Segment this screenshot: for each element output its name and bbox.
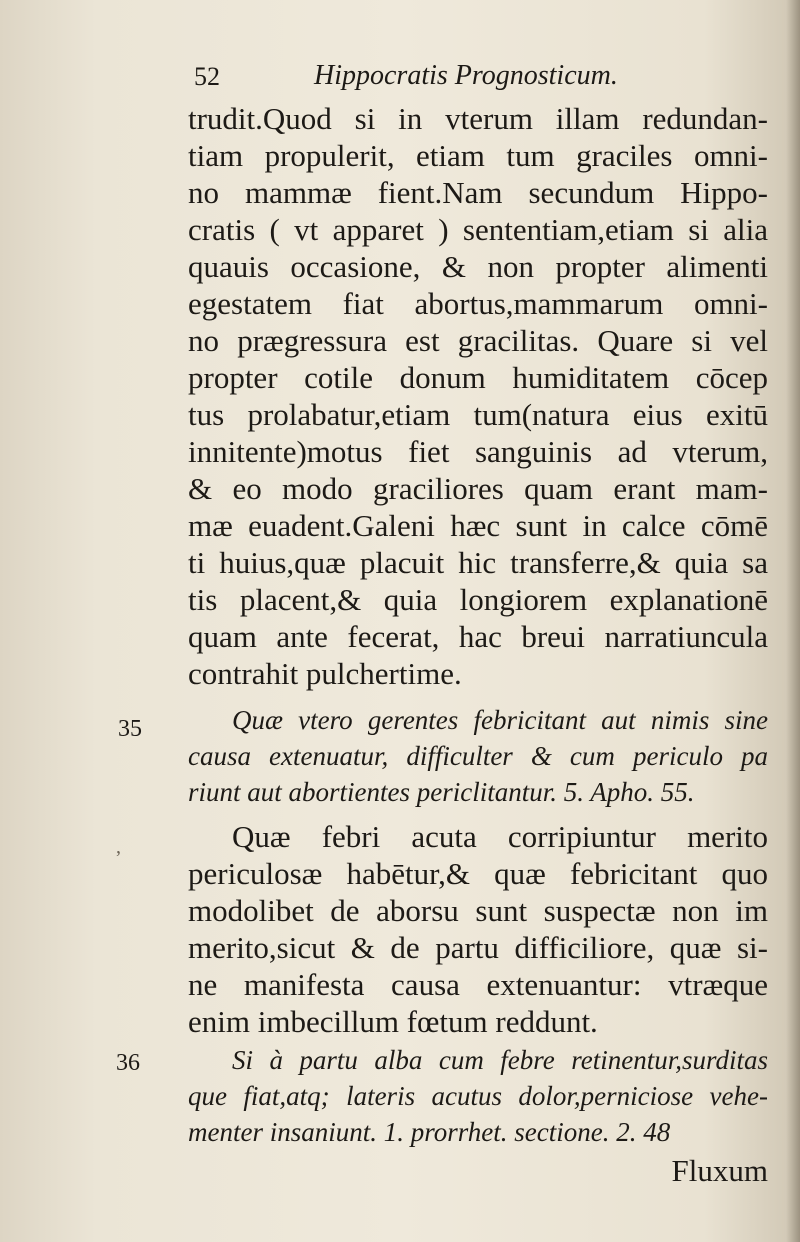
catchword: Fluxum	[671, 1153, 768, 1188]
text-line: egestatem fiat abortus,mammarum omni-	[188, 286, 768, 321]
text-line: innitente)motus fiet sanguinis ad vterum,	[188, 434, 768, 469]
text-line: propter cotile donum humiditatem cōcep	[188, 360, 768, 395]
text-line: periculosæ habētur,& quæ febricitant quo	[188, 856, 768, 891]
text-line: cratis ( vt apparet ) sententiam,etiam si alia	[188, 212, 768, 247]
aphorism-line: Si à partu alba cum febre retinentur,surditas	[232, 1045, 768, 1075]
aphorism-number: 36	[116, 1050, 140, 1076]
text-line: ti huius,quæ placuit hic transferre,& quia sa	[188, 545, 768, 580]
margin-mark: ,	[116, 836, 121, 858]
aphorism-35	[188, 702, 768, 810]
page-number: 52	[194, 62, 220, 91]
aphorism-number: 35	[118, 716, 142, 742]
text-line: tiam propulerit, etiam tum graciles omni-	[188, 138, 768, 173]
text-line: quam ante fecerat, hac breui narratiuncula	[188, 619, 768, 654]
running-title: Hippocratis Prognosticum.	[314, 60, 618, 91]
catchword-row	[188, 1152, 768, 1189]
aphorism-line: que fiat,atq; lateris acutus dolor,perniciose vehe-	[188, 1081, 768, 1111]
aphorism-line: Quæ vtero gerentes febricitant aut nimis sine	[232, 705, 768, 735]
text-line: tus prolabatur,etiam tum(natura eius exitū	[188, 397, 768, 432]
text-line: modolibet de aborsu sunt suspectæ non im	[188, 893, 768, 928]
page-header	[194, 58, 754, 98]
page-edge-shadow	[786, 0, 800, 1242]
aphorism-line: menter insaniunt. 1. prorrhet. sectione. 2. 48	[188, 1117, 671, 1147]
aphorism-36	[188, 1042, 768, 1150]
text-line: trudit.Quod si in vterum illam redundan-	[188, 101, 768, 136]
text-line: tis placent,& quia longiorem explanationē	[188, 582, 768, 617]
text-line: no prægressura est gracilitas. Quare si vel	[188, 323, 768, 358]
text-line: merito,sicut & de partu difficiliore, quæ si-	[188, 930, 768, 965]
text-line: enim imbecillum fœtum reddunt.	[188, 1004, 598, 1039]
text-line: Quæ febri acuta corripiuntur merito	[232, 819, 768, 854]
text-line: quauis occasione, & non propter alimenti	[188, 249, 768, 284]
commentary-paragraph	[188, 818, 768, 1040]
aphorism-line: causa extenuatur, difficulter & cum periculo pa	[188, 741, 768, 771]
text-line: & eo modo graciliores quam erant mam-	[188, 471, 768, 506]
aphorism-line: riunt aut abortientes periclitantur. 5. Apho. 55.	[188, 777, 695, 807]
text-line: mæ euadent.Galeni hæc sunt in calce cōmē	[188, 508, 768, 543]
text-line: ne manifesta causa extenuantur: vtræque	[188, 967, 768, 1002]
text-line: contrahit pulchertime.	[188, 656, 462, 691]
commentary-paragraph	[188, 100, 768, 692]
text-line: no mammæ fient.Nam secundum Hippo-	[188, 175, 768, 210]
